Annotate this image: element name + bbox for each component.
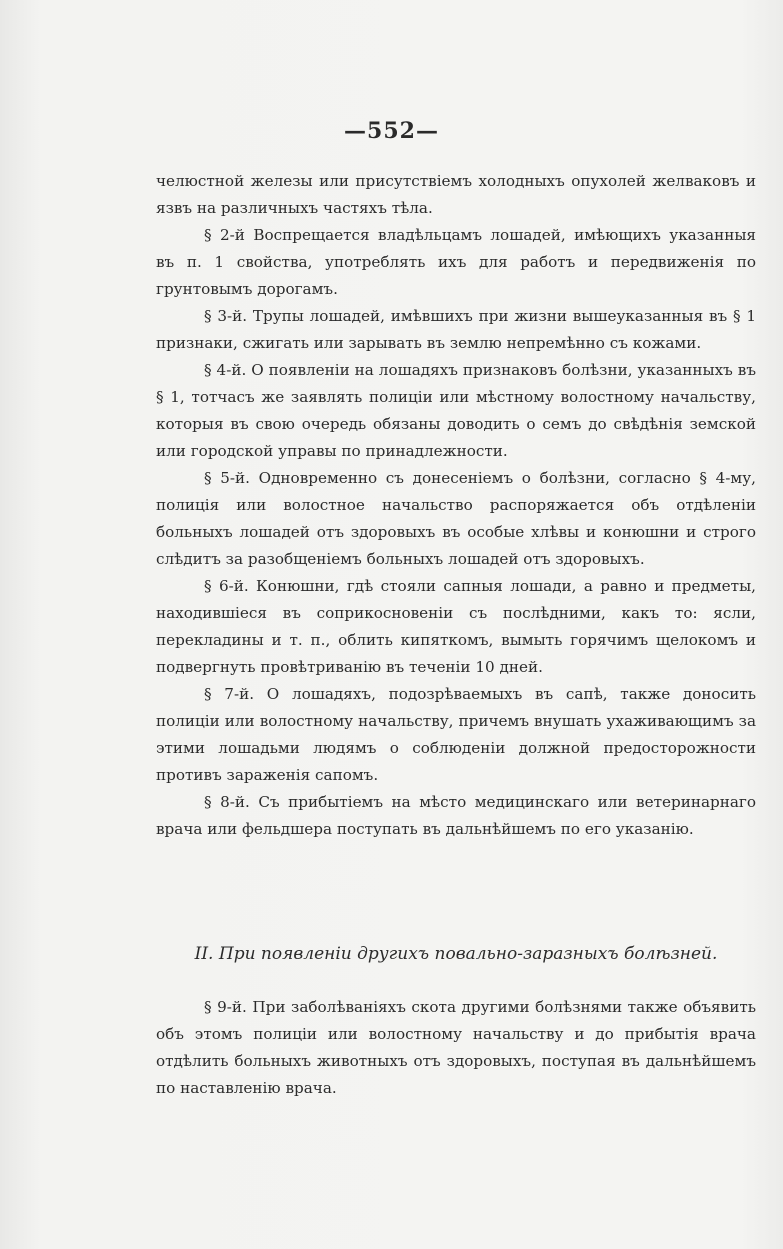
page-number: —552— — [344, 118, 439, 144]
paragraph: § 9-й. При заболѣваніяхъ скота другими болѣзнями также объявить объ этомъ полиціи или волостному начальству и до прибытія врача отдѣлить больныхъ животныхъ отъ здоровыхъ, поступая въ дальнѣйшемъ по наставленію врача. — [156, 998, 756, 1097]
paragraph: челюстной железы или присутствіемъ холодныхъ опухолей желваковъ и язвъ на различныхъ частяхъ тѣла. — [156, 172, 756, 217]
paragraph: § 2-й Воспрещается владѣльцамъ лошадей, имѣющихъ указанныя въ п. 1 свойства, употреблять ихъ для работъ и передвиженія по грунтовымъ дорогамъ. — [156, 226, 756, 298]
paragraph: § 5-й. Одновременно съ донесеніемъ о болѣзни, согласно § 4-му, полиція или волостное начальство распоряжается объ отдѣленіи больныхъ лошадей отъ здоровыхъ въ особые хлѣвы и конюшни и строго слѣдитъ за разобщеніемъ больныхъ лошадей отъ здоровыхъ. — [156, 469, 756, 568]
body-text-section-2 — [156, 994, 756, 1102]
paragraph: § 3-й. Трупы лошадей, имѣвшихъ при жизни вышеуказанныя въ § 1 признаки, сжигать или зарывать въ землю непремѣнно съ кожами. — [156, 307, 756, 352]
section-heading: II. При появленіи другихъ повально-заразныхъ болѣзней. — [194, 944, 718, 964]
paragraph: § 4-й. О появленіи на лошадяхъ признаковъ болѣзни, указанныхъ въ § 1, тотчасъ же заявлять полиціи или мѣстному волостному начальству, которыя въ свою очередь обязаны доводить о семъ до свѣдѣнія земской или городской управы по принадлежности. — [156, 361, 756, 460]
paragraph: § 6-й. Конюшни, гдѣ стояли сапныя лошади, а равно и предметы, находившіеся въ соприкосновеніи съ послѣдними, какъ то: ясли, перекладины и т. п., облить кипяткомъ, вымыть горячимъ щелокомъ и подвергнуть провѣтриванію въ теченіи 10 дней. — [156, 577, 756, 676]
paragraph: § 7-й. О лошадяхъ, подозрѣваемыхъ въ сапѣ, также доносить полиціи или волостному начальству, причемъ внушать ухаживающимъ за этими лошадьми людямъ о соблюденіи должной предосторожности противъ зараженія сапомъ. — [156, 685, 756, 784]
paragraph: § 8-й. Съ прибытіемъ на мѣсто медицинскаго или ветеринарнаго врача или фельдшера поступать въ дальнѣйшемъ по его указанію. — [156, 793, 756, 838]
body-text — [156, 168, 756, 843]
